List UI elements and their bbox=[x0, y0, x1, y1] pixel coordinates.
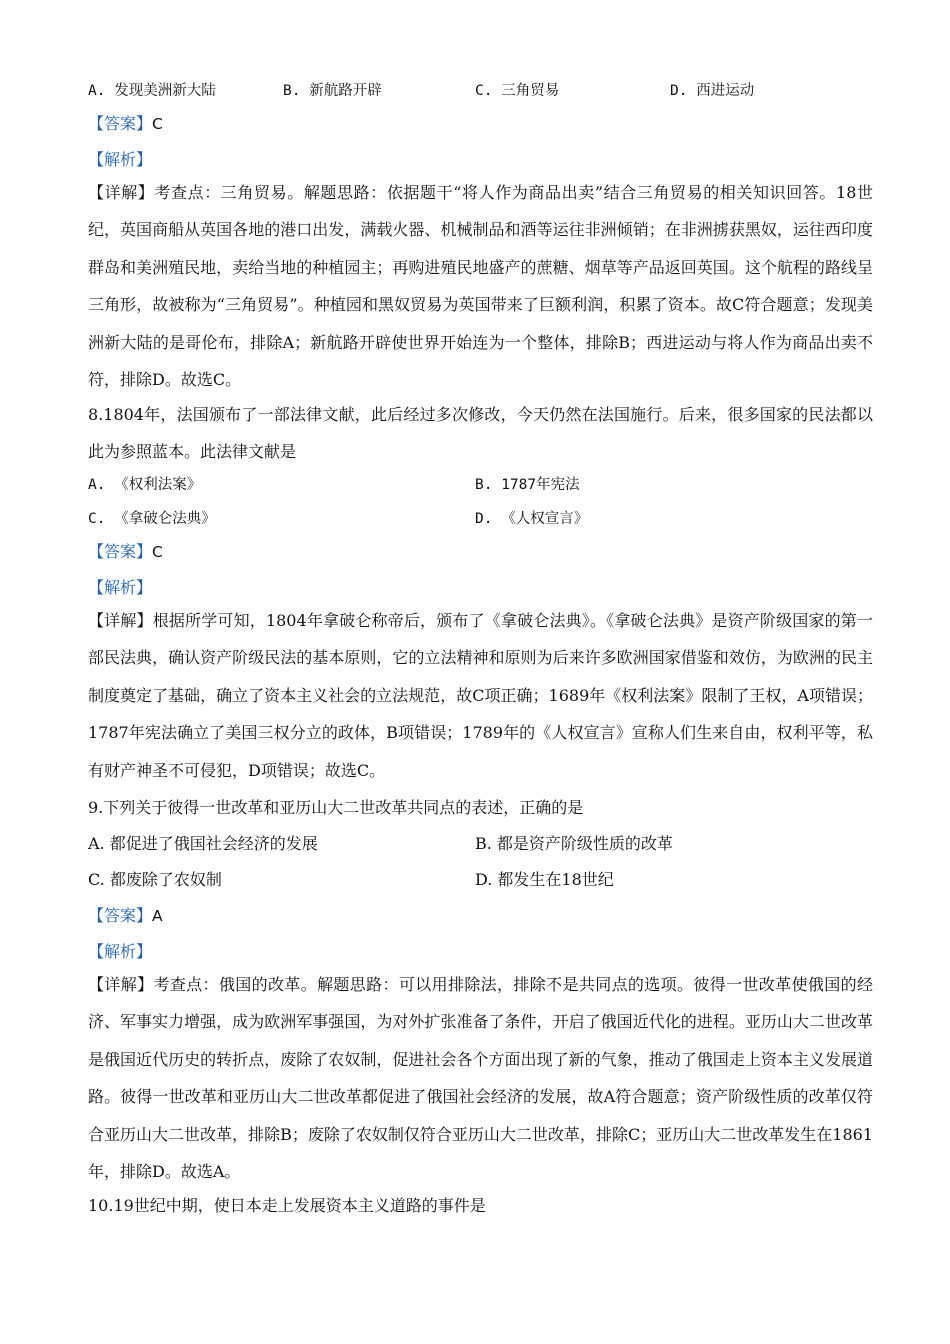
question-stem: 8.1804年，法国颁布了一部法律文献，此后经过多次修改，今天仍然在法国施行。后来，很多国家的民法都以此为参照蓝本。此法律文献是 bbox=[88, 405, 873, 462]
answer-tag: 【答案】 bbox=[88, 114, 153, 133]
option-c: C. 三角贸易 bbox=[475, 83, 560, 99]
option-d: D. 《人权宣言》 bbox=[475, 511, 589, 527]
option-b: B. 都是资产阶级性质的改革 bbox=[475, 834, 673, 853]
question-stem: 9.下列关于彼得一世改革和亚历山大二世改革共同点的表述，正确的是 bbox=[88, 798, 584, 817]
option-a: A. 《权利法案》 bbox=[88, 477, 202, 493]
explanation-text: 根据所学可知，1804年拿破仑称帝后，颁布了《拿破仑法典》。《拿破仑法典》是资产阶级国家的第一部民法典，确认资产阶级民法的基本原则，它的立法精神和原则为后来许多欧洲国家借鉴和效仿，为欧洲的民主制度奠定了基础，确立了资本主义社会的立法规范，故C项正确；1689年《权利法案》限制了王权，A项错误；1787年宪法确立了美国三权分立的政体，B项错误；1789年的《人权宣言》宣称人们生来自由，权利平等，私有财产神圣不可侵犯，D项错误；故选C。 bbox=[88, 611, 873, 780]
option-d: D. 都发生在18世纪 bbox=[475, 870, 614, 889]
option-a: A. 都促进了俄国社会经济的发展 bbox=[88, 834, 318, 853]
explanation-paragraph bbox=[88, 174, 873, 398]
detail-tag: 【详解】 bbox=[88, 611, 153, 630]
explanation-text: 考查点：三角贸易。解题思路：依据题干“将人作为商品出卖”结合三角贸易的相关知识回答。18世纪，英国商船从英国各地的港口出发，满载火器、机械制品和酒等运往非洲倾销；在非洲掳获黑奴，运往西印度群岛和美洲殖民地，卖给当地的种植园主；再购进殖民地盛产的蔗糖、烟草等产品返回英国。这个航程的路线呈三角形，故被称为“三角贸易”。种植园和黑奴贸易为英国带来了巨额利润，积累了资本。故C符合题意；发现美洲新大陆的是哥伦布，排除A；新航路开辟使世界开始连为一个整体，排除B；西进运动与将人作为商品出卖不符，排除D。故选C。 bbox=[88, 183, 873, 390]
answer-tag: 【答案】 bbox=[88, 542, 153, 561]
answer-value: C bbox=[152, 543, 163, 561]
explanation-text: 考查点：俄国的改革。解题思路：可以用排除法，排除不是共同点的选项。彼得一世改革使俄国的经济、军事实力增强，成为欧洲军事强国，为对外扩张准备了条件，开启了俄国近代化的进程。亚历山大二世改革是俄国近代历史的转折点，废除了农奴制，促进社会各个方面出现了新的气象，推动了俄国走上资本主义发展道路。彼得一世改革和亚历山大二世改革都促进了俄国社会经济的发展，故A符合题意；资产阶级性质的改革仅符合亚历山大二世改革，排除B；废除了农奴制仅符合亚历山大二世改革，排除C；亚历山大二世改革发生在1861年，排除D。故选A。 bbox=[88, 975, 873, 1182]
answer-line bbox=[88, 113, 163, 135]
option-d: D. 西进运动 bbox=[670, 83, 755, 99]
analysis-tag: 【解析】 bbox=[88, 942, 153, 961]
answer-value: C bbox=[152, 115, 163, 133]
answer-line bbox=[88, 541, 163, 563]
analysis-tag: 【解析】 bbox=[88, 578, 153, 597]
answer-value: A bbox=[152, 907, 163, 925]
detail-tag: 【详解】 bbox=[88, 975, 154, 994]
option-a: A. 发现美洲新大陆 bbox=[88, 83, 216, 99]
answer-line bbox=[88, 905, 163, 927]
question-stem: 10.19世纪中期，使日本走上发展资本主义道路的事件是 bbox=[88, 1196, 486, 1215]
option-c: C. 《拿破仑法典》 bbox=[88, 511, 216, 527]
explanation-paragraph bbox=[88, 602, 873, 789]
option-c: C. 都废除了农奴制 bbox=[88, 870, 222, 889]
explanation-paragraph bbox=[88, 966, 873, 1190]
answer-tag: 【答案】 bbox=[88, 906, 153, 925]
option-b: B. 新航路开辟 bbox=[283, 83, 382, 99]
detail-tag: 【详解】 bbox=[88, 183, 155, 202]
analysis-tag: 【解析】 bbox=[88, 150, 153, 169]
option-b: B. 1787年宪法 bbox=[475, 477, 580, 493]
